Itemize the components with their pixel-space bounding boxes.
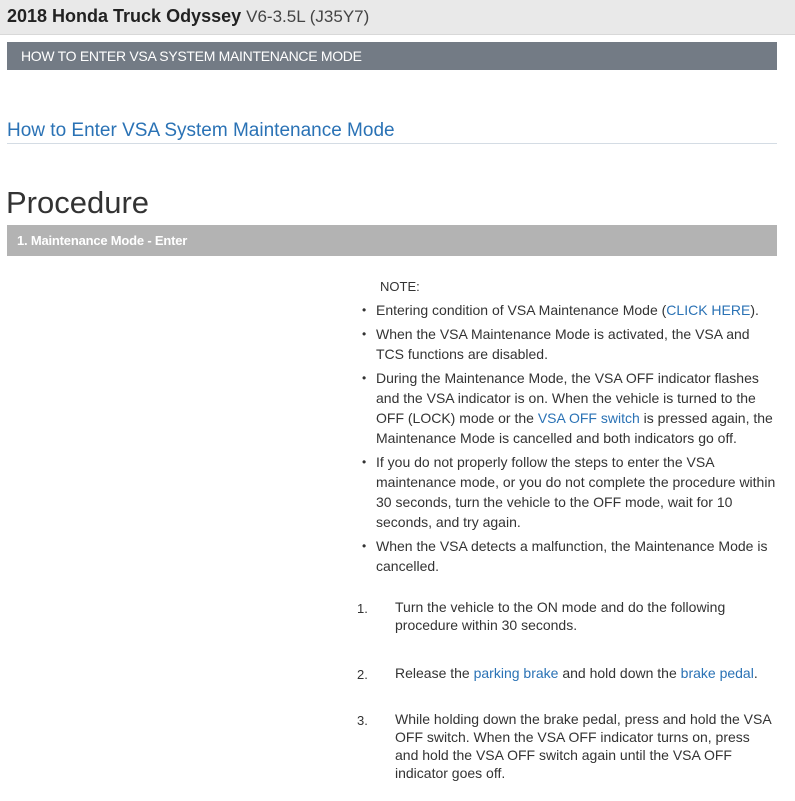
note-item	[360, 368, 780, 448]
bullet: •	[362, 327, 367, 341]
note-item	[360, 536, 780, 576]
step-text: Turn the vehicle to the ON mode and do the following procedure within 30 seconds.	[395, 599, 726, 633]
notes-list	[360, 300, 780, 580]
step-header-bar[interactable]	[7, 225, 777, 256]
divider	[7, 143, 777, 144]
bullet: •	[362, 371, 367, 385]
note-text: Entering condition of VSA Maintenance Mode (	[376, 302, 667, 318]
note-text: is pressed again, the Maintenance Mode is cancelled and both indicators go off.	[376, 410, 773, 446]
section-title-bar	[7, 42, 777, 70]
note-item	[360, 452, 780, 532]
step-text-part: Release the	[395, 665, 474, 681]
note-text: When the VSA Maintenance Mode is activated, the VSA and TCS functions are disabled.	[376, 326, 750, 362]
procedure-heading: Procedure	[6, 185, 150, 220]
vehicle-engine: V6-3.5L (J35Y7)	[246, 7, 370, 26]
step-text: While holding down the brake pedal, press and hold the VSA OFF switch. When the VSA OFF indicator turns on, press and hold the VSA OFF switch again until the VSA OFF indicator goes off.	[395, 711, 771, 781]
note-item	[360, 324, 780, 364]
step-number: 3.	[357, 713, 368, 728]
vehicle-title	[7, 6, 369, 27]
note-text: When the VSA detects a malfunction, the Maintenance Mode is cancelled.	[376, 538, 768, 574]
step-text-part: .	[753, 665, 758, 681]
section-title: HOW TO ENTER VSA SYSTEM MAINTENANCE MODE	[21, 48, 362, 64]
bullet: •	[362, 303, 367, 317]
bullet: •	[362, 539, 367, 553]
step-text	[395, 664, 777, 682]
step-header-label: 1. Maintenance Mode - Enter	[17, 233, 188, 248]
step-text-part: and hold down the	[558, 665, 681, 681]
note-text: If you do not properly follow the steps to enter the VSA maintenance mode, or you do not complete the procedure within 30 seconds, turn the vehicle to the OFF mode, wait for 10 seconds, and try again.	[376, 454, 776, 530]
vsa-off-switch-link[interactable]: VSA OFF switch	[537, 410, 640, 426]
note-text: During the Maintenance Mode, the VSA OFF indicator flashes and the VSA indicator is on. When the vehicle is turned to the OFF (LOCK) mode or the	[376, 370, 759, 426]
parking-brake-link[interactable]: parking brake	[473, 665, 559, 681]
click-here-link[interactable]: CLICK HERE	[666, 302, 751, 318]
vehicle-model: 2018 Honda Truck Odyssey	[7, 6, 242, 26]
step-number: 2.	[357, 667, 368, 682]
note-text: ).	[750, 302, 759, 318]
brake-pedal-link[interactable]: brake pedal	[680, 665, 754, 681]
top-bar	[0, 0, 795, 35]
step-number: 1.	[357, 601, 368, 616]
note-label: NOTE:	[380, 279, 420, 294]
document-title-link[interactable]: How to Enter VSA System Maintenance Mode	[7, 120, 395, 141]
note-item	[360, 300, 780, 320]
bullet: •	[362, 455, 367, 469]
